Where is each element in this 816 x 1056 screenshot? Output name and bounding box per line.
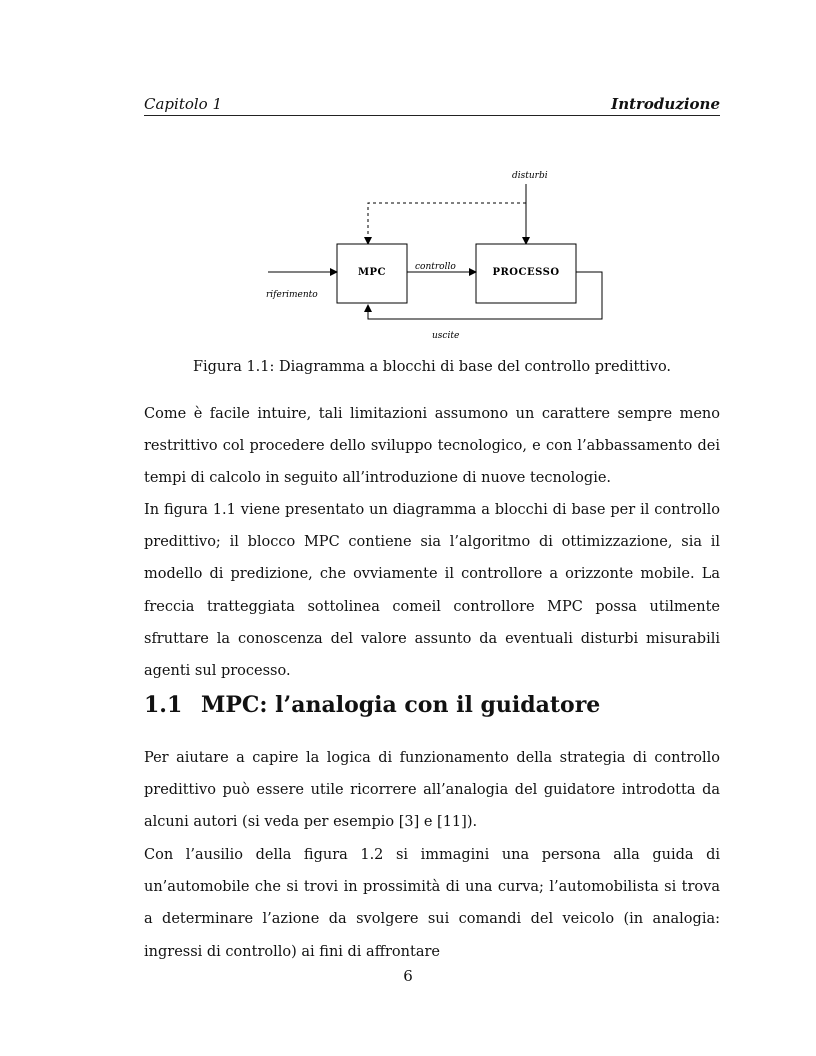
block-diagram [250, 160, 620, 350]
page-number: 6 [403, 967, 413, 985]
chapter-label: Capitolo 1 [144, 95, 223, 113]
disturbi-label: disturbi [512, 171, 548, 181]
section-number: 1.1 [144, 692, 183, 718]
block-diagram-figure [250, 160, 620, 350]
paragraph-1: Come è facile intuire, tali limitazioni assumono un carattere sempre meno restrittivo col procedere dello sviluppo tecnologico, e con l’abbassamento dei tempi di calcolo in seguito all’introduzione di nuove tecnologie. [144, 406, 720, 487]
paragraph-2: In figura 1.1 viene presentato un diagramma a blocchi di base per il controllo predittivo; il blocco MPC contiene sia l’algoritmo di ottimizzazione, sia il modello di predizione, che ovviamente il controllore a orizzonte mobile. La freccia tratteggiata sottolinea comeil controllore MPC possa utilmente sfruttare la conoscenza del valore assunto da eventuali disturbi misurabili agenti sul processo. [144, 502, 720, 680]
processo-block-label: PROCESSO [492, 267, 560, 278]
running-header [144, 93, 720, 116]
mpc-block-label: MPC [357, 267, 387, 278]
paragraph-3: Per aiutare a capire la logica di funzionamento della strategia di controllo predittivo può essere utile ricorrere all’analogia del guidatore introdotta da alcuni autori (si veda per esempio [3] e [11]). [144, 750, 720, 831]
section-heading [144, 692, 720, 718]
paragraph-4: Con l’ausilio della figura 1.2 si immagini una persona alla guida di un’automobile che si trovi in prossimità di una curva; l’automobilista si trova a determinare l’azione da svolgere sui comandi del veicolo (in analogia: ingressi di controllo) ai fini di affrontare [144, 847, 720, 960]
feedforward-dashed-arrow [368, 203, 526, 244]
controllo-label: controllo [415, 262, 456, 272]
section-title: MPC: l’analogia con il guidatore [201, 692, 601, 718]
uscite-label: uscite [432, 331, 460, 341]
riferimento-label: riferimento [266, 290, 318, 300]
figure-caption: Figura 1.1: Diagramma a blocchi di base del controllo predittivo. [192, 359, 672, 375]
section-label: Introduzione [611, 95, 720, 113]
